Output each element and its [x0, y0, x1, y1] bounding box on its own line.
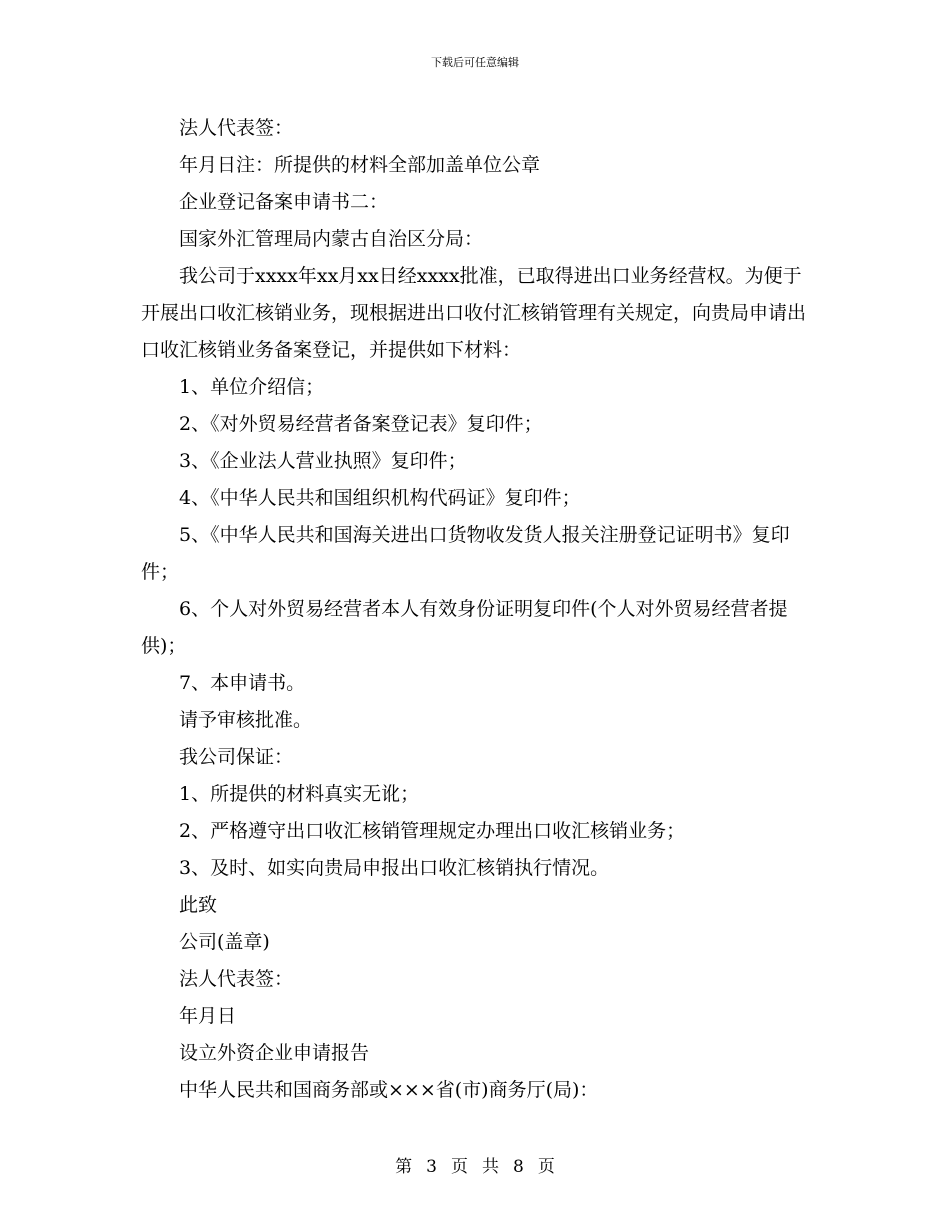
- paragraph: 我公司于xxxx年xx月xx日经xxxx批准，已取得进出口业务经营权。为便于开展出口收汇核销业务，现根据进出口收付汇核销管理有关规定，向贵局申请出口收汇核销业务备案登记，并提供如下材料：: [141, 265, 807, 361]
- paragraph: 法人代表签：: [179, 968, 294, 990]
- paragraph: 公司(盖章): [179, 931, 270, 953]
- list-item: 5、《中华人民共和国海关进出口货物收发货人报关注册登记证明书》复印件；: [141, 524, 790, 583]
- paragraph: 此致: [179, 894, 218, 916]
- list-item: 2、严格遵守出口收汇核销管理规定办理出口收汇核销业务；: [179, 820, 686, 842]
- list-item: 3、及时、如实向贵局申报出口收汇核销执行情况。: [179, 857, 610, 879]
- page-footer: [0, 1152, 950, 1177]
- list-item: 4、《中华人民共和国组织机构代码证》复印件；: [179, 487, 581, 509]
- section-title: 设立外资企业申请报告: [179, 1042, 370, 1064]
- paragraph: 年月日: [179, 1005, 237, 1027]
- paragraph: 企业登记备案申请书二：: [179, 191, 389, 213]
- paragraph: 我公司保证：: [179, 746, 294, 768]
- current-page-number: 3: [426, 1157, 437, 1177]
- paragraph: 请予审核批准。: [179, 709, 313, 731]
- total-pages-number: 8: [513, 1157, 524, 1177]
- list-item: 3、《企业法人营业执照》复印件；: [179, 450, 467, 472]
- list-item: 7、本申请书。: [179, 672, 306, 694]
- paragraph: 国家外汇管理局内蒙古自治区分局：: [179, 228, 484, 250]
- list-item: 1、单位介绍信；: [179, 376, 325, 398]
- list-item: 6、个人对外贸易经营者本人有效身份证明复印件(个人对外贸易经营者提供)；: [141, 598, 788, 657]
- document-body: [141, 110, 813, 1109]
- paragraph: 中华人民共和国商务部或×××省(市)商务厅(局)：: [179, 1079, 599, 1101]
- list-item: 1、所提供的材料真实无讹；: [179, 783, 420, 805]
- paragraph: 法人代表签：: [179, 117, 294, 139]
- list-item: 2、《对外贸易经营者备案登记表》复印件；: [179, 413, 543, 435]
- footer-label-ye: 页: [537, 1157, 555, 1177]
- footer-label-di: 第: [395, 1157, 413, 1177]
- footer-label-ye: 页: [451, 1157, 468, 1177]
- page-header: 下载后可任意编辑: [431, 56, 519, 69]
- footer-label-gong: 共: [482, 1157, 499, 1177]
- paragraph: 年月日注：所提供的材料全部加盖单位公章: [179, 154, 541, 176]
